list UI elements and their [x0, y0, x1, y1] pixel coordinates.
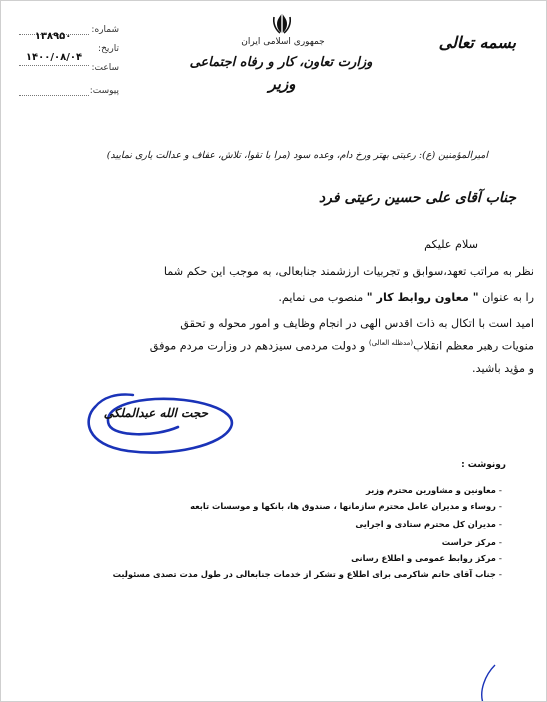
attachment-label: پیوست: — [89, 86, 119, 96]
leader-honorific: (مدظله العالی) — [368, 339, 414, 347]
cc-list — [113, 478, 502, 578]
cc-title: رونوشت : — [461, 460, 506, 470]
body-line-5: و مؤید باشید. — [472, 362, 534, 375]
number-label: شماره: — [91, 25, 119, 35]
greeting-line: سلام علیکم — [424, 238, 478, 251]
emblem-icon — [271, 11, 293, 35]
date-value: ۱۴۰۰/۰۸/۰۴ — [25, 52, 83, 63]
body-line-2 — [278, 291, 534, 304]
cc-item: - مدیران کل محترم ستادی و اجرایی — [355, 519, 502, 530]
government-name: جمهوری اسلامی ایران — [241, 37, 325, 47]
date-label: تاریخ: — [98, 44, 119, 54]
cc-item: - مرکز حراست — [441, 537, 502, 548]
body-line-4-pre: منویات رهبر معظم انقلاب — [413, 339, 534, 353]
time-label: ساعت: — [91, 63, 119, 73]
body-line-3: امید است با اتکال به ذات اقدس الهی در انجام وظایف و امور محوله و تحقق — [180, 317, 534, 330]
number-value: ۱۳۸۹۵۰ — [34, 31, 72, 42]
body-line-4 — [150, 339, 534, 353]
body-line-1: نظر به مراتب تعهد،سوابق و تجربیات ارزشمند جنابعالی، به موجب این حکم شما — [163, 265, 534, 278]
ministry-name: وزارت تعاون، کار و رفاه اجتماعی — [189, 55, 373, 70]
addressee-line: جناب آقای علی حسین رعیتی فرد — [318, 190, 516, 206]
slogan-line: امیرالمؤمنین (ع): رعیتی بهتر ورخ دام، وعده سود (مرا با تقوا، تلاش، عفاف و عدالت یاری نمایید) — [106, 150, 488, 161]
body-line-2-post: منصوب می نمایم. — [278, 291, 367, 304]
bismillah-heading: بسمه تعالی — [438, 33, 516, 52]
position-title: " معاون روابط کار " — [366, 291, 479, 304]
attachment-line — [19, 95, 89, 96]
cc-item: - مرکز روابط عمومی و اطلاع رسانی — [351, 553, 502, 564]
cc-item: - جناب آقای حاتم شاکرمی برای اطلاع و تشکر از خدمات جنابعالی در طول مدت تصدی مسئولیت — [112, 569, 502, 580]
cc-item: - روساء و مدیران عامل محترم سازمانها ، صندوق ها، بانکها و موسسات تابعه — [190, 501, 502, 512]
pen-mark — [469, 651, 509, 702]
cc-item: - معاونین و مشاورین محترم وزیر — [365, 485, 502, 496]
body-line-4-post: و دولت مردمی سیزدهم در وزارت مردم موفق — [149, 339, 369, 353]
body-line-2-pre: را به عنوان — [478, 291, 534, 304]
minister-title: وزیر — [268, 75, 296, 93]
signer-name: حجت الله عبدالملکی — [103, 406, 208, 420]
